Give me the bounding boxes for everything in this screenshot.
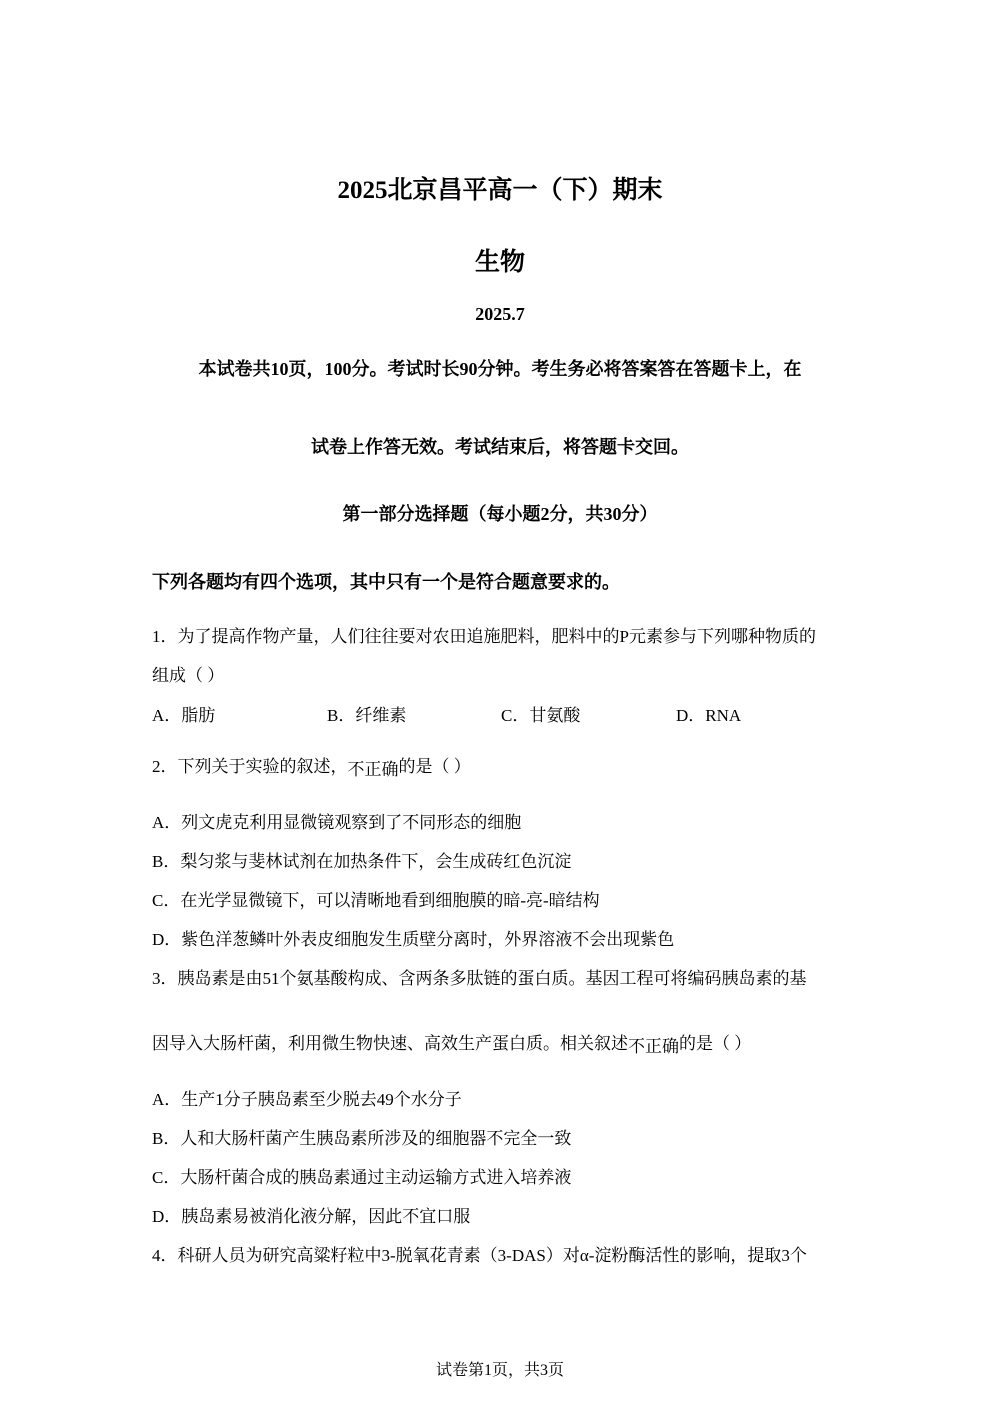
q3-stem-part-2: 的是（ ） bbox=[679, 1034, 752, 1053]
notice-line-2: 试卷上作答无效。考试结束后，将答题卡交回。 bbox=[311, 437, 689, 457]
q3-option-d: D．胰岛素易被消化液分解，因此不宜口服 bbox=[152, 1207, 471, 1226]
page-footer: 试卷第1页，共3页 bbox=[435, 1362, 564, 1379]
q2-option-a: A．列文虎克利用显微镜观察到了不同形态的细胞 bbox=[152, 813, 522, 832]
q3-stem-line-2 bbox=[152, 1029, 752, 1057]
q4-stem-line-1: 4．科研人员为研究高粱籽粒中3-脱氧花青素（3-DAS）对α-淀粉酶活性的影响，提取3个 bbox=[152, 1246, 807, 1265]
exam-title: 2025北京昌平高一（下）期末 bbox=[337, 177, 663, 204]
q3-option-b: B．人和大肠杆菌产生胰岛素所涉及的细胞器不完全一致 bbox=[152, 1129, 572, 1148]
q2-option-b: B．梨匀浆与斐林试剂在加热条件下，会生成砖红色沉淀 bbox=[152, 852, 572, 871]
q3-option-a: A．生产1分子胰岛素至少脱去49个水分子 bbox=[152, 1090, 462, 1109]
q1-option-b: B．纤维素 bbox=[327, 706, 407, 725]
q2-stem bbox=[152, 752, 471, 780]
subject-title: 生物 bbox=[474, 249, 525, 276]
q3-stem-part-1: 因导入大肠杆菌，利用微生物快速、高效生产蛋白质。相关叙述 bbox=[152, 1034, 628, 1053]
q2-stem-part-2: 的是（ ） bbox=[398, 757, 471, 776]
q3-stem-line-1: 3．胰岛素是由51个氨基酸构成、含两条多肽链的蛋白质。基因工程可将编码胰岛素的基 bbox=[152, 969, 807, 988]
q3-option-c: C．大肠杆菌合成的胰岛素通过主动运输方式进入培养液 bbox=[152, 1168, 572, 1187]
q2-option-c: C．在光学显微镜下，可以清晰地看到细胞膜的暗-亮-暗结构 bbox=[152, 891, 600, 910]
q2-stem-part-1: 2．下列关于实验的叙述， bbox=[152, 757, 348, 776]
section-instruction: 下列各题均有四个选项，其中只有一个是符合题意要求的。 bbox=[152, 572, 620, 592]
exam-date: 2025.7 bbox=[475, 304, 525, 324]
q1-option-a: A．脂肪 bbox=[152, 706, 216, 725]
q2-stem-emphasis: 不正确 bbox=[347, 760, 399, 780]
q2-option-d: D．紫色洋葱鳞叶外表皮细胞发生质壁分离时，外界溶液不会出现紫色 bbox=[152, 930, 675, 949]
q3-stem-emphasis: 不正确 bbox=[628, 1037, 679, 1057]
section-title: 第一部分选择题（每小题2分，共30分） bbox=[342, 504, 658, 524]
notice-line-1: 本试卷共10页，100分。考试时长90分钟。考生务必将答案答在答题卡上，在 bbox=[198, 359, 802, 379]
q1-option-d: D．RNA bbox=[676, 706, 742, 725]
q1-stem-line-2: 组成（ ） bbox=[152, 666, 225, 685]
q1-option-c: C．甘氨酸 bbox=[501, 706, 581, 725]
q1-stem-line-1: 1．为了提高作物产量，人们往往要对农田追施肥料，肥料中的P元素参与下列哪种物质的 bbox=[152, 627, 816, 646]
